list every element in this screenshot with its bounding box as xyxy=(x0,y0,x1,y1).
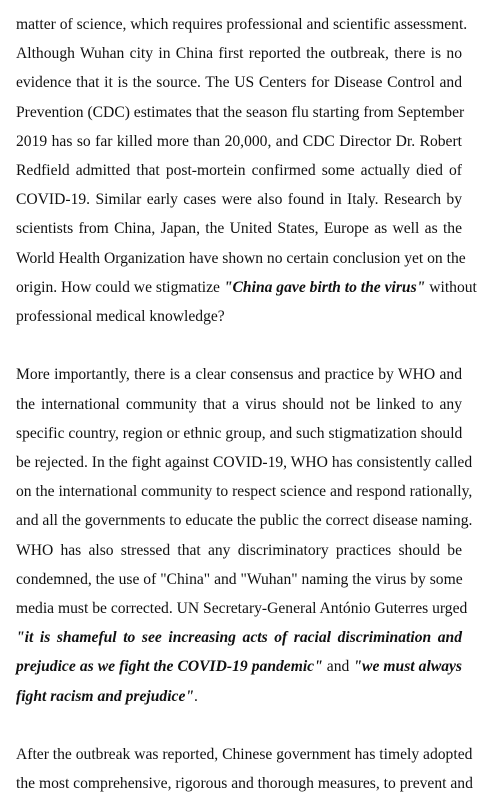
text-line xyxy=(16,216,462,242)
text-line xyxy=(16,246,466,272)
text-run: and xyxy=(322,658,354,676)
text-run: matter of science, which requires professional and scientific assessment. xyxy=(16,16,468,33)
text-run: specific country, region or ethnic group, and such stigmatization should xyxy=(16,424,463,442)
text-line xyxy=(16,684,462,710)
text-run: 2019 has so far killed more than 20,000, and CDC Director Dr. Robert xyxy=(16,132,462,150)
text-run: More importantly, there is a clear consensus and practice by WHO and xyxy=(16,366,462,384)
text-line xyxy=(16,158,462,184)
text-line xyxy=(16,771,473,797)
text-line xyxy=(16,362,462,388)
text-run: the international community that a virus should not be linked to any xyxy=(16,395,462,413)
text-run: media must be corrected. UN Secretary-General António Guterres urged xyxy=(16,600,468,617)
text-line xyxy=(16,479,473,505)
text-line xyxy=(16,41,462,67)
text-run: scientists from China, Japan, the United States, Europe as well as the xyxy=(16,220,462,238)
text-line xyxy=(16,742,473,768)
text-run: condemned, the use of "China" and "Wuhan" naming the virus by some xyxy=(16,570,463,588)
emphasized-quote: fight racism and prejudice" xyxy=(16,687,195,705)
text-line xyxy=(16,304,462,330)
text-line xyxy=(16,654,462,680)
emphasized-quote: "it is shameful to see increasing acts of racial discrimination and xyxy=(16,629,462,647)
text-line xyxy=(16,538,462,564)
text-run: without xyxy=(425,278,477,296)
text-line xyxy=(16,421,462,447)
emphasized-quote: "China gave birth to the virus" xyxy=(223,278,426,296)
text-run: be rejected. In the fight against COVID-19, WHO has consistently called xyxy=(16,454,473,471)
text-run: evidence that it is the source. The US Centers for Disease Control and xyxy=(16,74,462,92)
text-run: Redfield admitted that post-mortein confirmed some actually died of xyxy=(16,162,462,179)
text-run: professional medical knowledge? xyxy=(16,308,225,325)
text-line xyxy=(16,625,462,651)
emphasized-quote: prejudice as we fight the COVID-19 pandemic" xyxy=(16,658,323,676)
text-line xyxy=(16,70,462,96)
text-line xyxy=(16,392,462,418)
text-run: WHO has also stressed that any discriminatory practices should be xyxy=(16,541,462,559)
text-run: After the outbreak was reported, Chinese government has timely adopted xyxy=(16,746,473,763)
text-line xyxy=(16,596,468,622)
text-line xyxy=(16,567,462,593)
text-run: COVID-19. Similar early cases were also found in Italy. Research by xyxy=(16,191,462,209)
text-line xyxy=(16,275,477,301)
text-run: Although Wuhan city in China first reported the outbreak, there is no xyxy=(16,45,462,63)
text-run: and all the governments to educate the public the correct disease naming. xyxy=(16,512,473,530)
text-run: the most comprehensive, rigorous and thorough measures, to prevent and xyxy=(16,775,473,793)
text-run: World Health Organization have shown no certain conclusion yet on the xyxy=(16,249,466,267)
text-run: on the international community to respect science and respond rationally, xyxy=(16,483,473,501)
text-run: origin. How could we stigmatize xyxy=(16,278,224,296)
emphasized-quote: "we must always xyxy=(353,658,463,676)
text-run: . xyxy=(194,687,198,705)
text-line xyxy=(16,129,462,155)
text-line xyxy=(16,187,462,213)
text-line xyxy=(16,508,473,534)
text-run: Prevention (CDC) estimates that the season flu starting from September xyxy=(16,103,465,121)
text-line xyxy=(16,450,473,476)
text-line xyxy=(16,12,468,38)
text-line xyxy=(16,100,465,126)
